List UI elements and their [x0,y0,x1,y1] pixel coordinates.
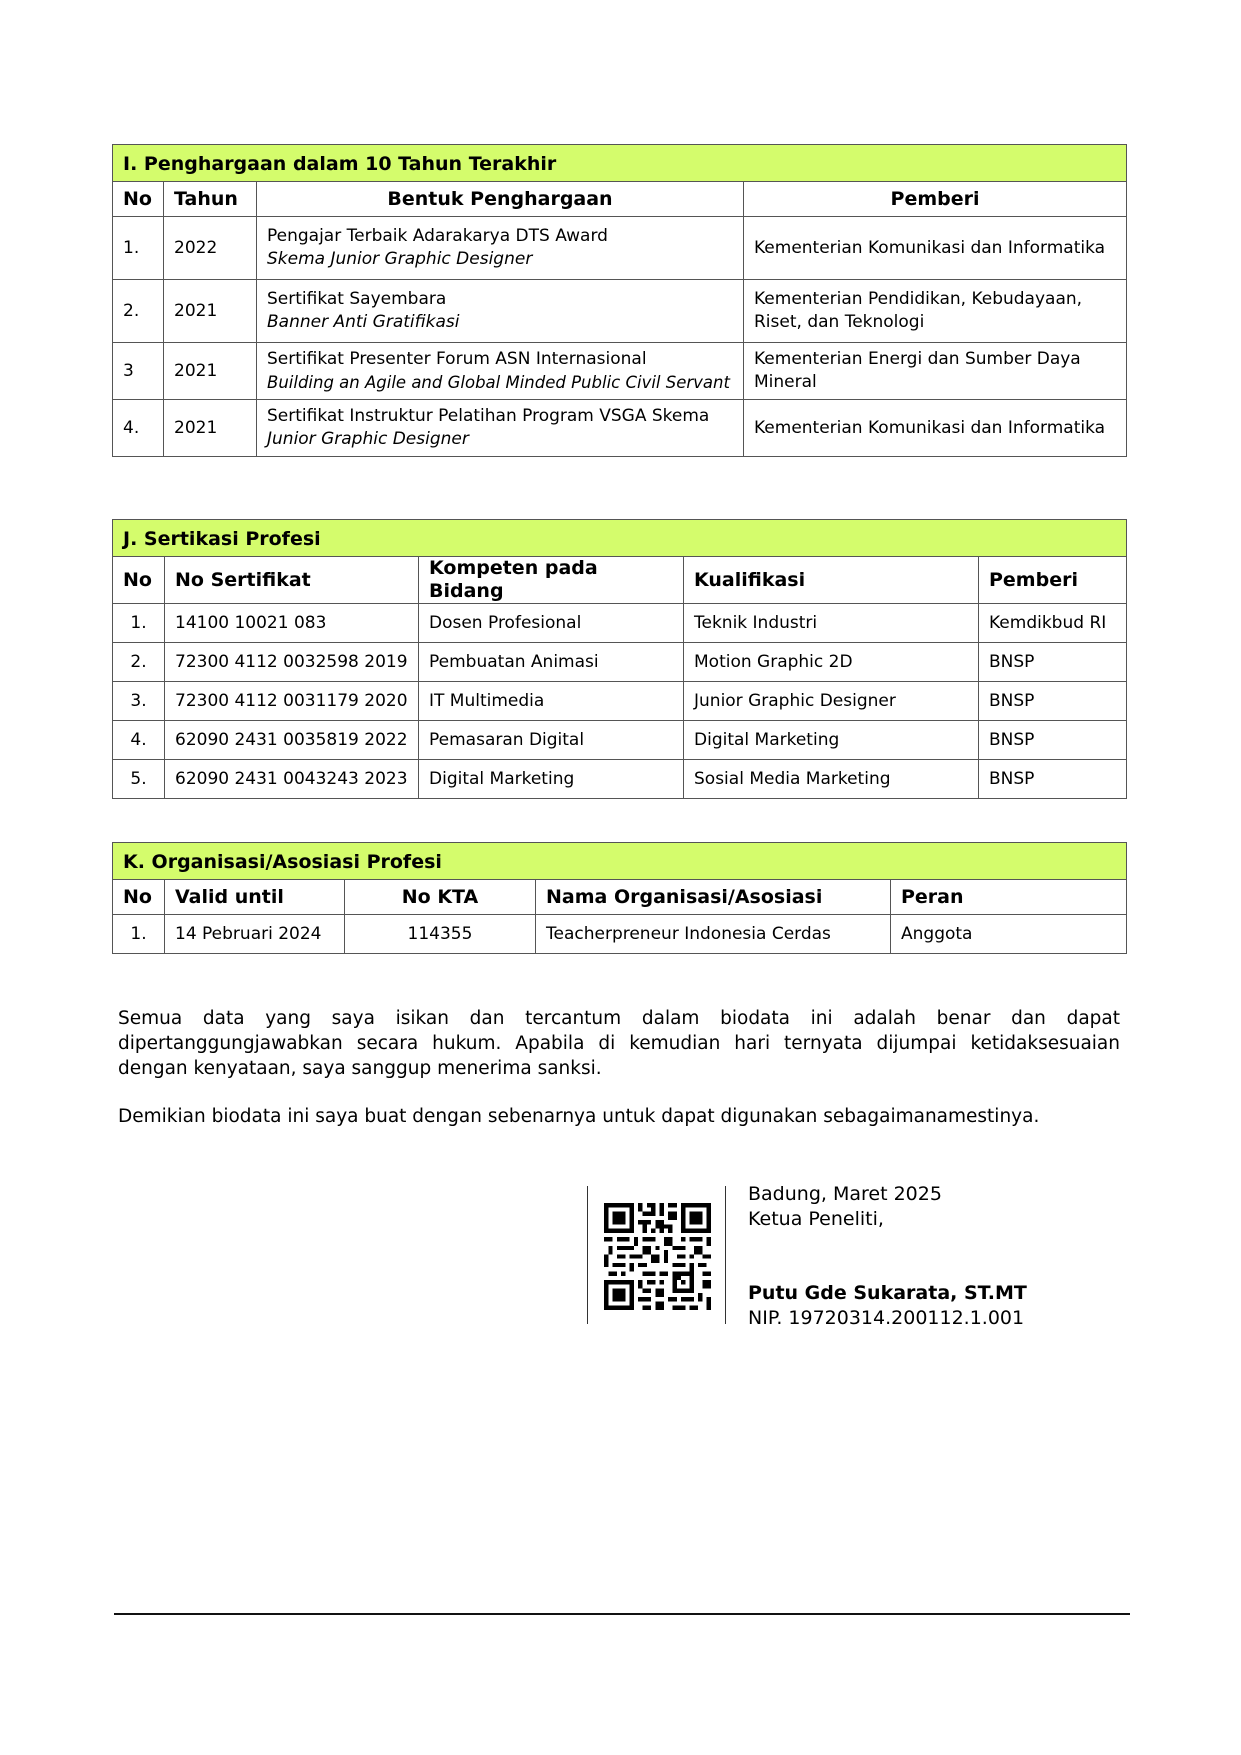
col-header-giver: Pemberi [979,557,1127,604]
cell-field: Pembuatan Animasi [419,643,684,682]
cell-field: IT Multimedia [419,682,684,721]
cell-no: 2. [113,643,165,682]
cell-field: Pemasaran Digital [419,721,684,760]
awards-table [112,144,1127,457]
award-title: Sertifikat Sayembara [267,289,447,309]
statement-paragraph: Semua data yang saya isikan dan tercantum dalam biodata ini adalah benar dan dapat dipertanggungjawabkan secara hukum. Apabila di kemudian hari ternyata dijumpai ketidaksesuaian dengan kenyataan, saya sanggup menerima sanksi. [118,1008,1120,1079]
cell-kta: 114355 [345,915,536,954]
signature-position: Ketua Peneliti, [748,1208,884,1230]
cell-giver: BNSP [979,721,1127,760]
col-header-no: No [113,182,164,217]
cell-org-name: Teacherpreneur Indonesia Cerdas [536,915,891,954]
table-row [113,682,1127,721]
award-title: Sertifikat Instruktur Pelatihan Program VSGA Skema [267,406,710,426]
award-subtitle: Skema Junior Graphic Designer [267,249,533,269]
cell-role: Anggota [891,915,1127,954]
col-header-qualification: Kualifikasi [684,557,979,604]
cell-award [257,343,744,400]
cell-year: 2021 [164,280,257,343]
cell-field: Dosen Profesional [419,604,684,643]
section-title-certifications: J. Sertikasi Profesi [113,520,1127,557]
cell-no: 4. [113,400,164,457]
table-row [113,721,1127,760]
divider-left [587,1186,588,1324]
cell-giver: Kemdikbud RI [979,604,1127,643]
col-header-field: Kompeten pada Bidang [419,557,684,604]
cell-no: 2. [113,280,164,343]
certifications-table [112,519,1127,799]
closing-paragraph: Demikian biodata ini saya buat dengan sebenarnya untuk dapat digunakan sebagaimanamestinya. [118,1106,1040,1127]
cell-qualification: Junior Graphic Designer [684,682,979,721]
cell-qualification: Sosial Media Marketing [684,760,979,799]
table-row [113,400,1127,457]
cell-no: 1. [113,604,165,643]
cell-cert-no: 62090 2431 0043243 2023 [165,760,419,799]
award-subtitle: Building an Agile and Global Minded Public Civil Servant [267,373,730,392]
cell-cert-no: 72300 4112 0032598 2019 [165,643,419,682]
cell-qualification: Motion Graphic 2D [684,643,979,682]
cell-giver: BNSP [979,643,1127,682]
table-row [113,643,1127,682]
cell-qualification: Teknik Industri [684,604,979,643]
table-row [113,343,1127,400]
col-header-role: Peran [891,880,1127,915]
cell-no: 1. [113,217,164,280]
section-title-awards: I. Penghargaan dalam 10 Tahun Terakhir [113,145,1127,182]
award-subtitle: Junior Graphic Designer [267,429,469,449]
cell-year: 2021 [164,400,257,457]
col-header-no: No [113,880,165,915]
signatory-nip: NIP. 19720314.200112.1.001 [748,1307,1025,1329]
table-row [113,217,1127,280]
cell-no: 4. [113,721,165,760]
cell-cert-no: 72300 4112 0031179 2020 [165,682,419,721]
col-header-year: Tahun [164,182,257,217]
award-title: Sertifikat Presenter Forum ASN Internasional [267,349,647,369]
col-header-giver: Pemberi [744,182,1127,217]
cell-no: 1. [113,915,165,954]
cell-field: Digital Marketing [419,760,684,799]
col-header-kta: No KTA [345,880,536,915]
col-header-cert-no: No Sertifikat [165,557,419,604]
signature-place-date: Badung, Maret 2025 [748,1183,942,1205]
award-subtitle: Banner Anti Gratifikasi [267,312,460,332]
cell-cert-no: 14100 10021 083 [165,604,419,643]
cell-award [257,217,744,280]
cell-giver: Kementerian Komunikasi dan Informatika [744,400,1127,457]
table-row [113,280,1127,343]
organizations-table [112,842,1127,954]
cell-cert-no: 62090 2431 0035819 2022 [165,721,419,760]
table-row [113,915,1127,954]
table-row [113,760,1127,799]
cell-no: 3. [113,682,165,721]
cell-year: 2021 [164,343,257,400]
col-header-no: No [113,557,165,604]
col-header-award: Bentuk Penghargaan [257,182,744,217]
cell-giver: Kementerian Pendidikan, Kebudayaan, Riset, dan Teknologi [744,280,1127,343]
cell-giver: Kementerian Komunikasi dan Informatika [744,217,1127,280]
cell-award [257,280,744,343]
col-header-org-name: Nama Organisasi/Asosiasi [536,880,891,915]
col-header-valid-until: Valid until [165,880,345,915]
footer-rule [114,1613,1130,1615]
cell-giver: Kementerian Energi dan Sumber Daya Mineral [744,343,1127,400]
cell-valid-until: 14 Pebruari 2024 [165,915,345,954]
divider-right [725,1186,726,1324]
cell-giver: BNSP [979,682,1127,721]
cell-no: 5. [113,760,165,799]
award-title: Pengajar Terbaik Adarakarya DTS Award [267,226,608,246]
cell-qualification: Digital Marketing [684,721,979,760]
qr-code-icon [604,1203,711,1310]
cell-no: 3 [113,343,164,400]
cell-year: 2022 [164,217,257,280]
signatory-name: Putu Gde Sukarata, ST.MT [748,1282,1027,1304]
table-row [113,604,1127,643]
cell-award [257,400,744,457]
section-title-organizations: K. Organisasi/Asosiasi Profesi [113,843,1127,880]
cell-giver: BNSP [979,760,1127,799]
